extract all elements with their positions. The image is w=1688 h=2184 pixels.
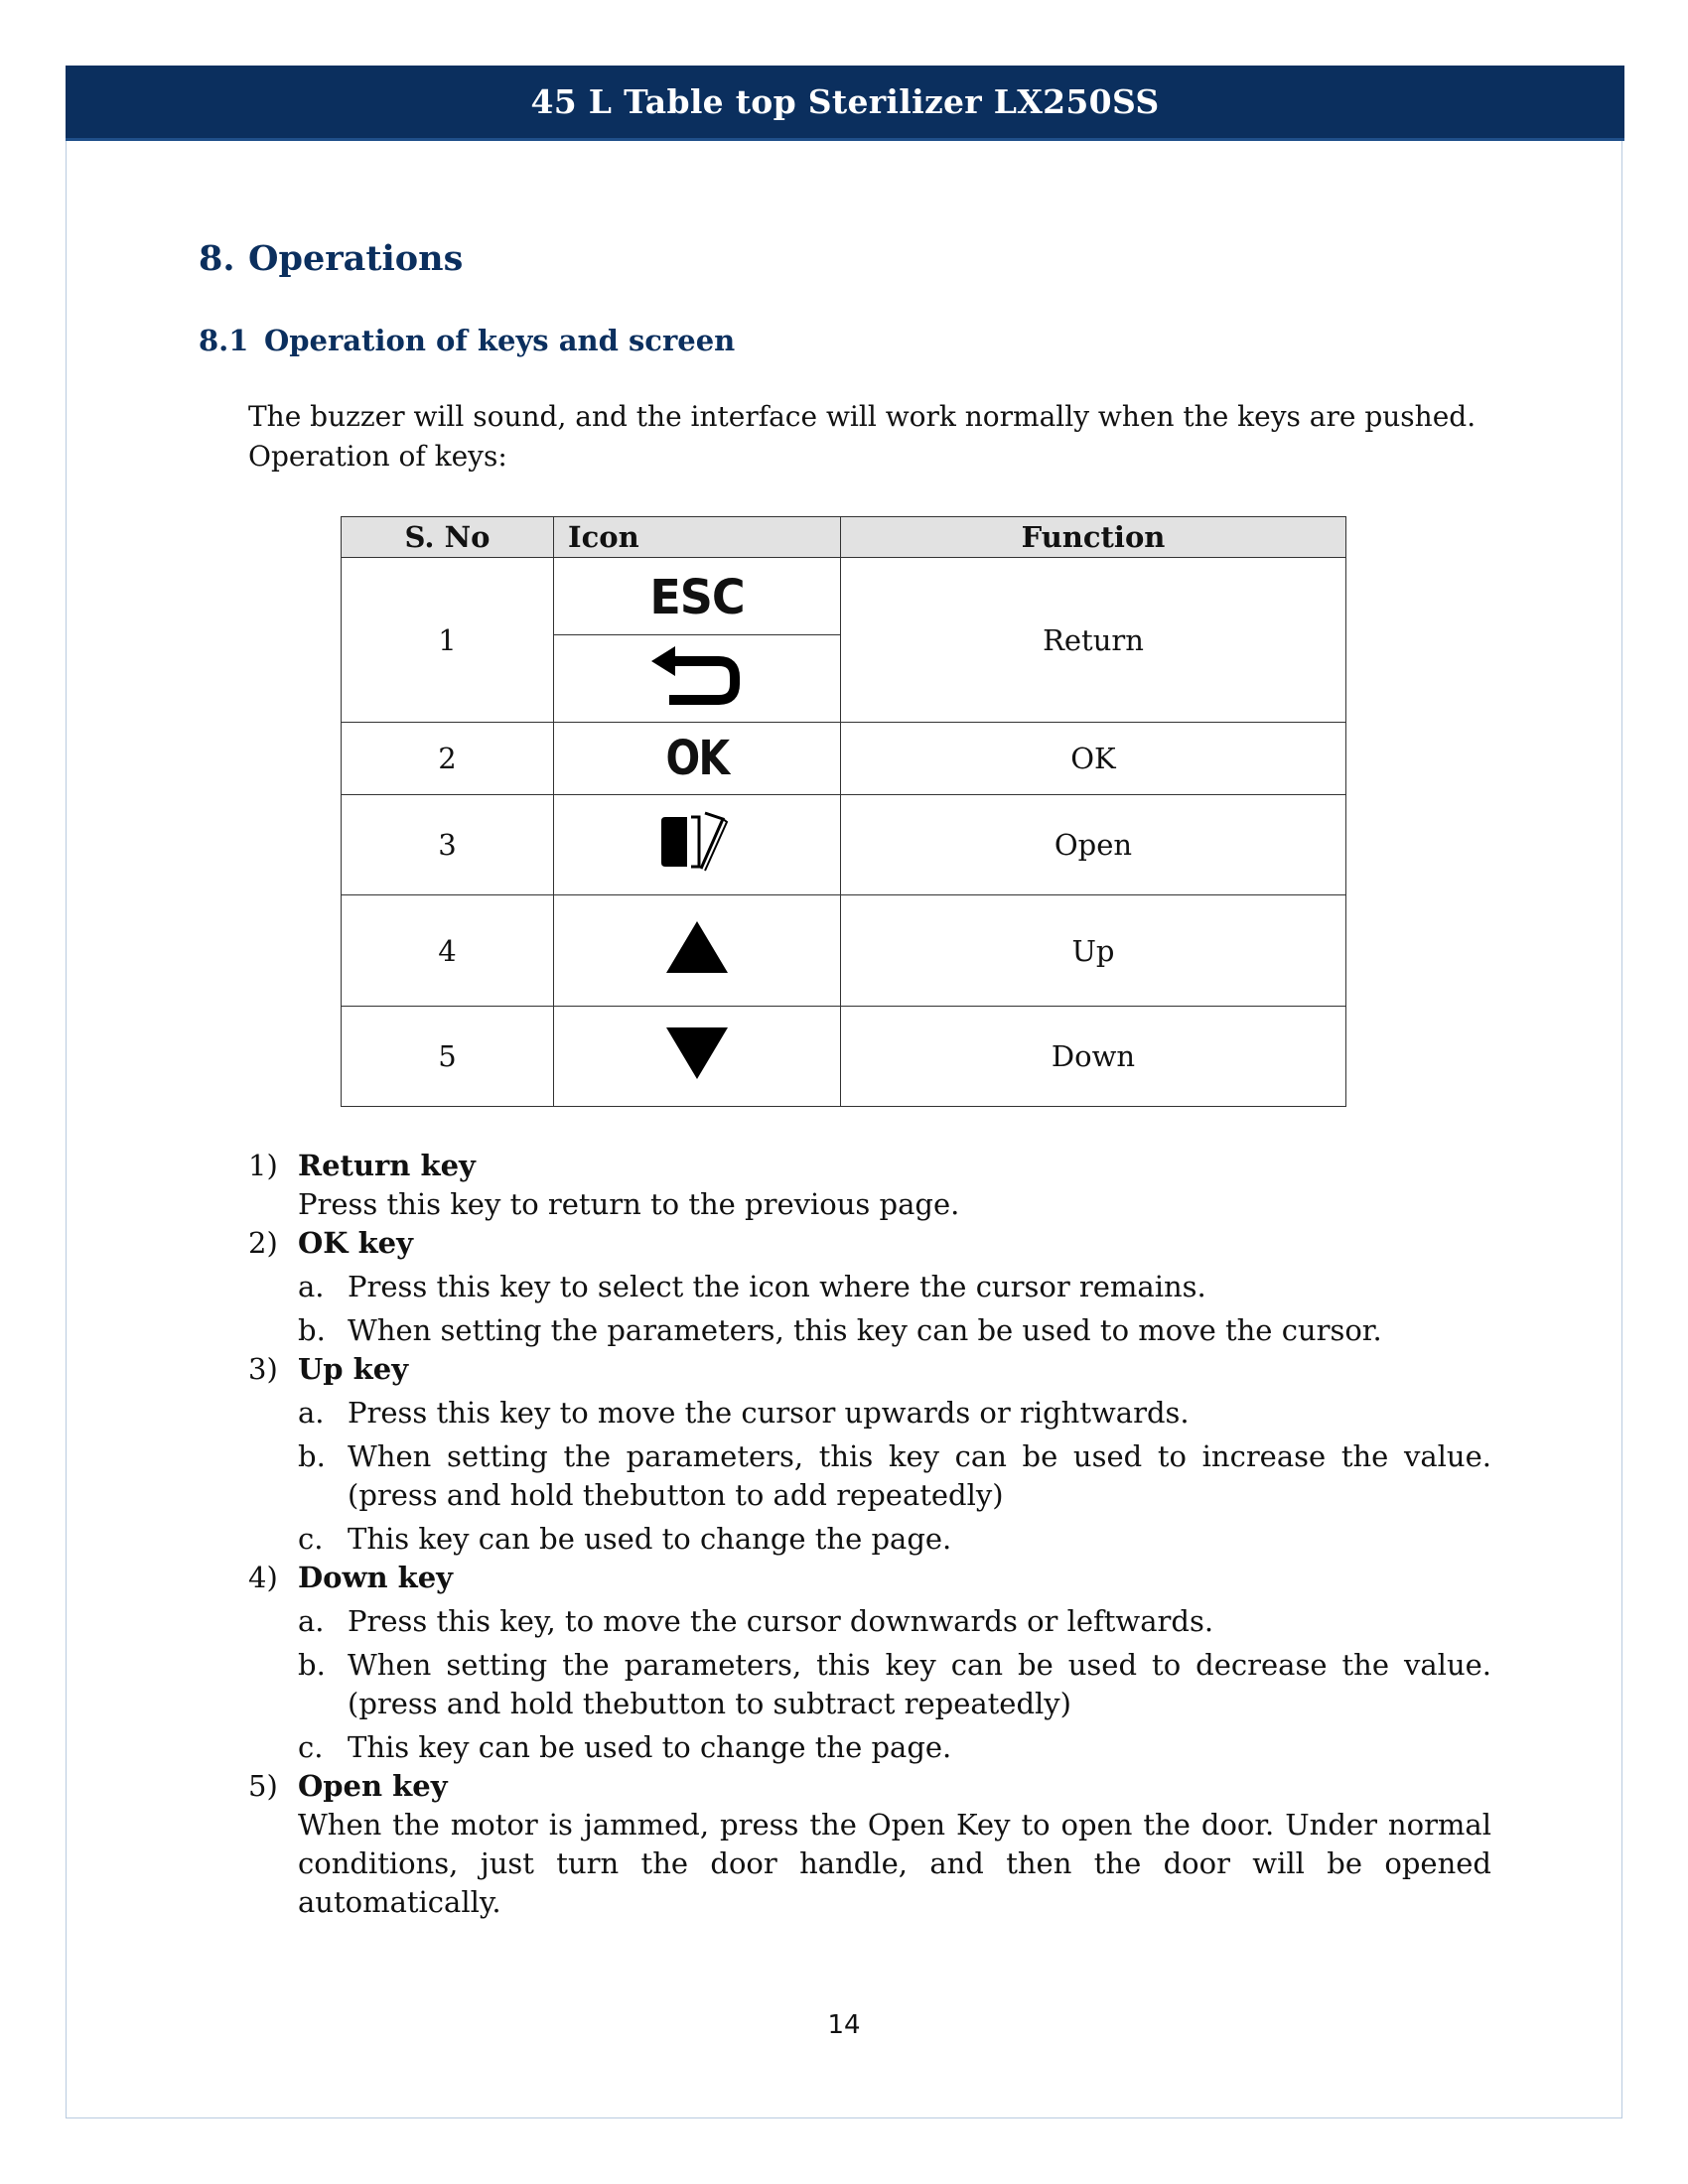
sub-letter: b. [298,1439,326,1473]
keys-table [341,516,1346,1107]
row-sno: 4 [342,895,554,1007]
document-title: 45 L Table top Sterilizer LX250SS [530,82,1160,121]
document-header [66,66,1624,141]
item-title: Open key [298,1769,448,1803]
header-function: Function [841,517,1346,558]
row-sno: 2 [342,723,554,795]
sub-letter: a. [298,1396,325,1430]
subsection-number: 8.1 [199,324,249,357]
sub-letter: a. [298,1270,325,1303]
table-row [342,558,1346,635]
item-description: When the motor is jammed, press the Open Key to open the door. Under normal conditions, just turn the door handle, and then the door will be opened automatically. [298,1808,1491,1919]
row-sno: 1 [342,558,554,723]
row-function: Open [841,795,1346,895]
intro-line-1: The buzzer will sound, and the interface will work normally when the keys are pushed. [248,400,1477,433]
item-number: 1) [248,1149,278,1182]
item-number: 3) [248,1352,278,1386]
row-function: Return [841,558,1346,723]
ok-icon [554,723,841,795]
subsection-heading [199,324,735,357]
item-number: 2) [248,1226,278,1260]
item-title: Up key [298,1352,409,1386]
intro-text [248,397,1491,477]
sub-text: When setting the parameters, this key can be used to increase the value. (press and hold thebutton to add repeatedly) [348,1439,1491,1512]
item-title: Down key [298,1561,454,1594]
esc-icon [554,558,841,635]
row-function: Down [841,1007,1346,1107]
list-item-return-key [248,1147,1491,1224]
sub-text: When setting the parameters, this key can be used to decrease the value. (press and hold thebutton to subtract repeatedly) [348,1648,1491,1720]
sub-item [298,1728,1491,1767]
sub-letter: b. [298,1648,326,1682]
return-arrow-icon [554,635,841,723]
sub-letter: b. [298,1313,326,1347]
sub-text: Press this key, to move the cursor downwards or leftwards. [348,1604,1214,1638]
header-sno: S. No [342,517,554,558]
row-function: OK [841,723,1346,795]
section-number: 8. [199,238,235,279]
sub-item [298,1311,1491,1350]
open-door-icon [554,795,841,895]
item-number: 4) [248,1561,278,1594]
list-item-ok-key [248,1224,1491,1350]
sub-letter: c. [298,1522,324,1556]
sub-item [298,1268,1491,1306]
sub-letter: c. [298,1730,324,1764]
header-icon: Icon [554,517,841,558]
list-item-open-key [248,1767,1491,1922]
sub-item [298,1394,1491,1433]
sub-item [298,1437,1491,1515]
item-title: OK key [298,1226,413,1260]
table-header-row [342,517,1346,558]
sub-text: Press this key to select the icon where the cursor remains. [348,1270,1206,1303]
table-row [342,723,1346,795]
table-row [342,795,1346,895]
page-number: 14 [827,2010,861,2040]
subsection-title: Operation of keys and screen [264,324,736,357]
list-item-down-key [248,1559,1491,1767]
row-sno: 3 [342,795,554,895]
sub-item [298,1602,1491,1641]
sub-item [298,1646,1491,1723]
down-triangle-icon [554,1007,841,1107]
key-descriptions-list [248,1147,1491,1922]
table-row [342,895,1346,1007]
ok-icon-label: OK [665,731,729,786]
esc-icon-label: ESC [649,568,745,624]
sub-letter: a. [298,1604,325,1638]
up-triangle-icon [554,895,841,1007]
intro-line-2: Operation of keys: [248,440,507,473]
section-title: Operations [248,238,464,279]
item-title: Return key [298,1149,476,1182]
section-heading [199,238,463,279]
table-row [342,1007,1346,1107]
item-description: Press this key to return to the previous page. [298,1187,960,1221]
sub-text: Press this key to move the cursor upwards or rightwards. [348,1396,1190,1430]
sub-text: When setting the parameters, this key can be used to move the cursor. [348,1313,1382,1347]
list-item-up-key [248,1350,1491,1559]
sub-item [298,1520,1491,1559]
row-sno: 5 [342,1007,554,1107]
sub-text: This key can be used to change the page. [348,1522,952,1556]
row-function: Up [841,895,1346,1007]
sub-text: This key can be used to change the page. [348,1730,952,1764]
item-number: 5) [248,1769,278,1803]
